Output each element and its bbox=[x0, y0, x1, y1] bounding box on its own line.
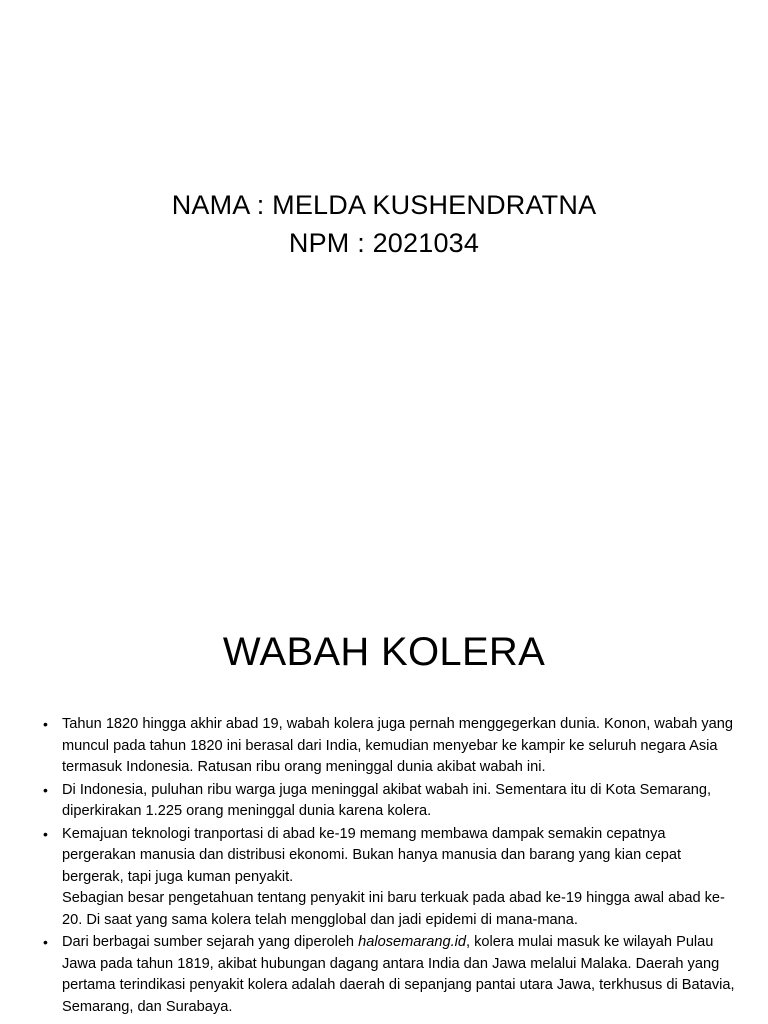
bullet-list bbox=[38, 714, 738, 1019]
source-reference: halosemarang.id bbox=[358, 934, 467, 950]
bullet-dot-icon: • bbox=[43, 781, 48, 798]
bullet-text: Tahun 1820 hingga akhir abad 19, wabah kolera juga pernah menggegerkan dunia. Konon, wabah yang muncul pada tahun 1820 ini berasal dari India, kemudian menyebar ke kampir ke seluruh negara Asia termasuk Indonesia. Ratusan ribu orang meninggal dunia akibat wabah ini. bbox=[62, 716, 734, 775]
student-npm: NPM : 2021034 bbox=[288, 228, 480, 258]
slide-title: WABAH KOLERA bbox=[222, 630, 546, 674]
bullet-dot-icon: • bbox=[43, 716, 48, 732]
student-name: NAMA : MELDA KUSHENDRATNA bbox=[171, 190, 597, 220]
bullet-text: Kemajuan teknologi tranportasi di abad ke-19 memang membawa dampak semakin cepatnya pergerakan manusia dan distribusi ekonomi. Bukan hanya manusia dan barang yang kian cepat bergerak, tapi juga kuman penyakit. bbox=[62, 825, 682, 885]
bullet-dot-icon: • bbox=[43, 825, 48, 842]
bullet-text: Di Indonesia, puluhan ribu warga juga meninggal akibat wabah ini. Sementara itu di Kota Semarang, diperkirakan 1.225 orang meninggal dunia karena kolera. bbox=[62, 781, 712, 819]
bullet-item bbox=[38, 714, 738, 779]
bullet-item bbox=[38, 932, 738, 1018]
bullet-text-continued: Sebagian besar pengetahuan tentang penyakit ini baru terkuak pada abad ke-19 hingga awal abad ke-20. Di saat yang sama kolera telah mengglobal dan jadi epidemi di mana-mana. bbox=[62, 890, 725, 928]
bullet-item bbox=[38, 780, 738, 823]
bullet-text-after: , kolera mulai masuk ke wilayah Pulau Jawa pada tahun 1819, akibat hubungan dagang antara India dan Jawa melalui Malaka. Daerah yang pertama terindikasi penyakit kolera adalah daerah di sepanjang pantai utara Jawa, terkhusus di Batavia, Semarang, dan Surabaya. bbox=[62, 934, 735, 1015]
bullet-item bbox=[38, 824, 738, 932]
bullet-text bbox=[62, 932, 738, 1018]
bullet-dot-icon: • bbox=[43, 934, 48, 950]
bullet-text-before: Dari berbagai sumber sejarah yang diperoleh bbox=[62, 934, 359, 950]
student-identity bbox=[0, 186, 768, 262]
